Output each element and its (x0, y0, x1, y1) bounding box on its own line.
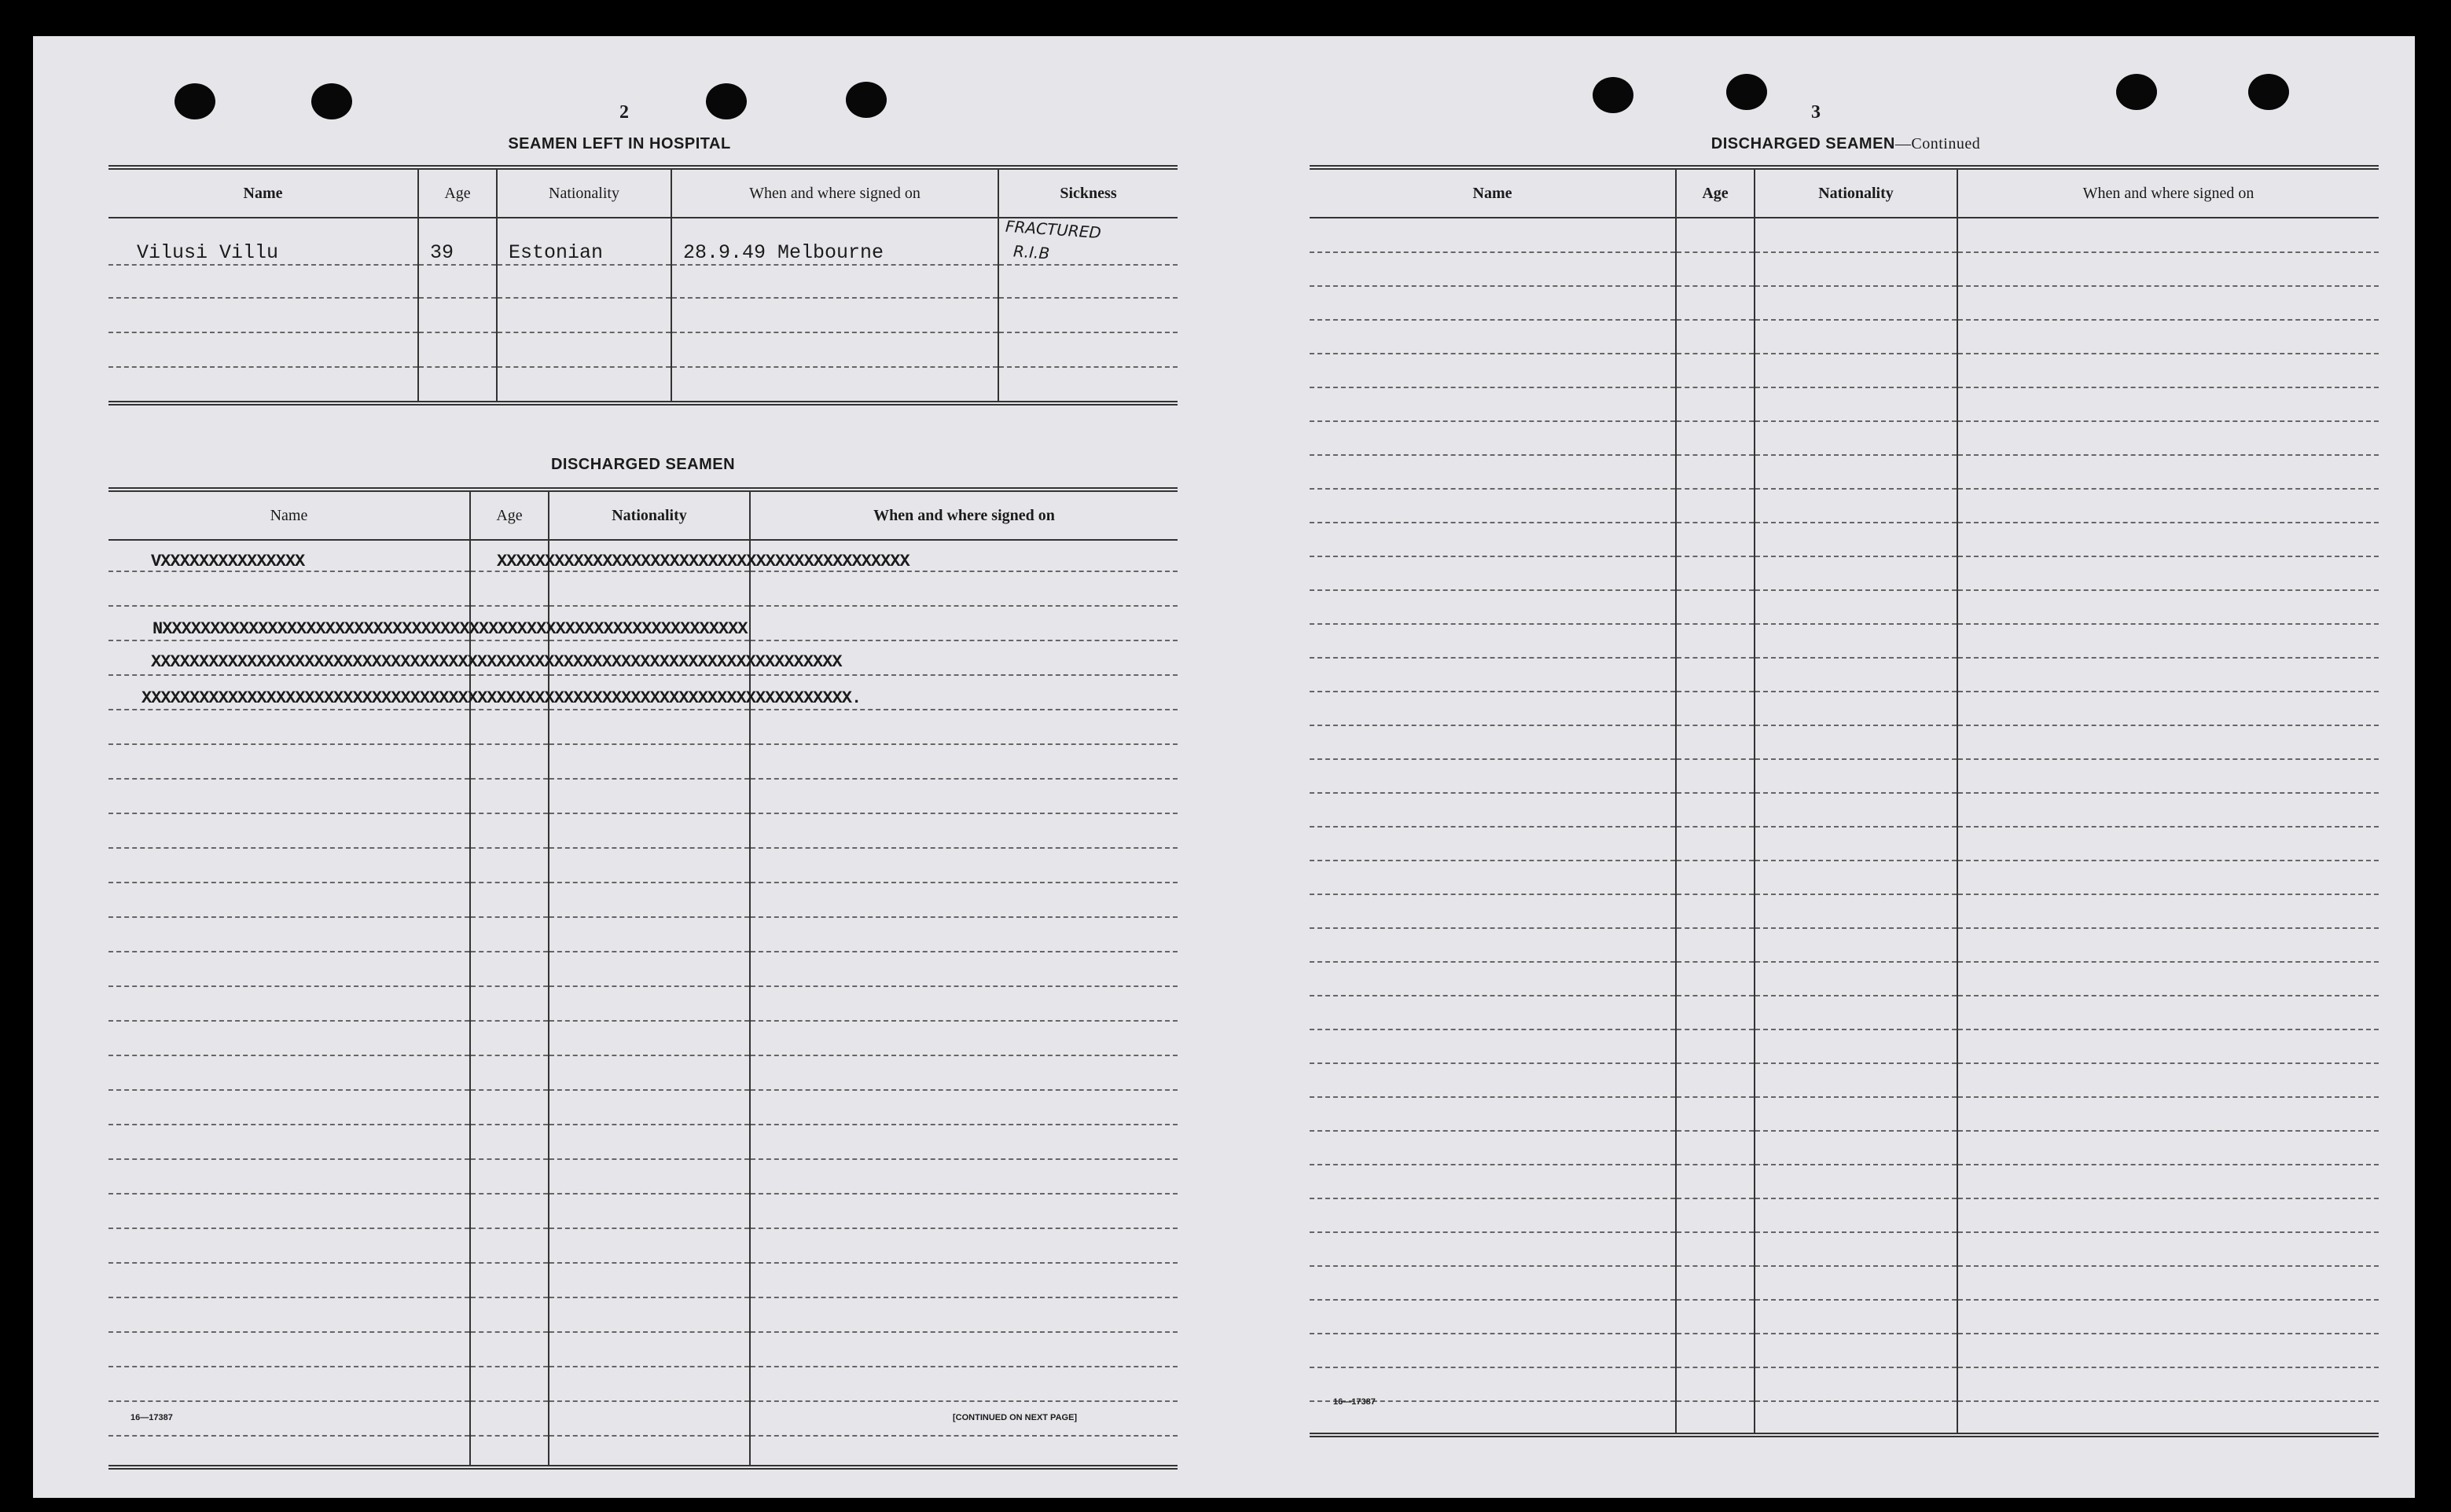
table-row (108, 744, 1178, 779)
table-row (1310, 1401, 2379, 1435)
table-row (108, 1367, 1178, 1401)
table-row (1310, 1029, 2379, 1063)
page-number-left: 2 (619, 102, 629, 123)
table-row (1310, 489, 2379, 523)
punch-hole-icon (1726, 74, 1767, 110)
table-row (108, 952, 1178, 986)
column-header-nationality: Nationality (1755, 167, 1957, 218)
column-header-sickness: Sickness (998, 167, 1178, 218)
discharged-table-right (1310, 165, 2379, 1437)
sickness-handwritten-line-2: R.I.B (1012, 241, 1051, 263)
table-row (1310, 962, 2379, 996)
seaman-signed-on: 28.9.49 Melbourne (671, 218, 998, 265)
column-header-signed-on: When and where signed on (1957, 167, 2379, 218)
punch-hole-icon (706, 83, 747, 119)
table-row (1310, 861, 2379, 894)
table-row (108, 1297, 1178, 1332)
table-row (108, 1194, 1178, 1228)
seaman-name: Vilusi Villu (108, 218, 418, 265)
table-row (1310, 1097, 2379, 1131)
table-row (1310, 692, 2379, 725)
table-row (1310, 658, 2379, 692)
table-row (108, 218, 1178, 265)
punch-hole-icon (175, 83, 215, 119)
struck-entry-details: XXXXXXXXXXXXXXXXXXXXXXXXXXXXXXXXXXXXXXXXXXX (497, 552, 909, 571)
table-row (1310, 218, 2379, 252)
table-row (108, 986, 1178, 1021)
column-header-name: Name (108, 167, 418, 218)
sickness-handwritten-line-1: FRACTURED (1005, 216, 1102, 243)
struck-entry-name: VXXXXXXXXXXXXXXX (151, 552, 305, 571)
table-row (108, 813, 1178, 848)
table-row (108, 883, 1178, 917)
column-header-signed-on: When and where signed on (671, 167, 998, 218)
table-row (1310, 286, 2379, 320)
document-sheet (33, 36, 2415, 1498)
seaman-nationality: Estonian (497, 218, 671, 265)
discharged-section-title: DISCHARGED SEAMEN (550, 456, 736, 473)
table-row (1310, 1300, 2379, 1334)
table-row (1310, 1198, 2379, 1232)
column-header-signed-on: When and where signed on (750, 490, 1178, 540)
table-row (1310, 827, 2379, 861)
table-row (108, 779, 1178, 813)
table-row (108, 917, 1178, 952)
seaman-age: 39 (418, 218, 497, 265)
table-row (1310, 759, 2379, 793)
seaman-sickness (998, 218, 1178, 265)
form-number-left: 16—17387 (130, 1413, 173, 1422)
discharged-continued-title (1311, 135, 2380, 153)
column-header-age: Age (1676, 167, 1755, 218)
table-row (1310, 252, 2379, 286)
table-row (108, 571, 1178, 606)
table-row (1310, 928, 2379, 962)
punch-hole-icon (311, 83, 352, 119)
table-row (1310, 1266, 2379, 1300)
table-row (1310, 590, 2379, 624)
table-row (1310, 1232, 2379, 1266)
struck-entry: XXXXXXXXXXXXXXXXXXXXXXXXXXXXXXXXXXXXXXXXXXXXXXXXXXXXXXXXXXXXXXXXXXXXXXXX (151, 652, 842, 672)
table-row (1310, 1165, 2379, 1198)
column-header-age: Age (470, 490, 549, 540)
discharged-title-continued: —Continued (1894, 135, 1981, 152)
table-row (1310, 556, 2379, 590)
table-row (1310, 624, 2379, 658)
table-row (1310, 354, 2379, 387)
table-row (108, 710, 1178, 744)
table-row (1310, 1367, 2379, 1401)
table-row (108, 848, 1178, 883)
hospital-section-title: SEAMEN LEFT IN HOSPITAL (508, 135, 731, 152)
table-row (108, 1263, 1178, 1297)
table-row (1310, 793, 2379, 827)
form-number-right: 16—17387 (1333, 1397, 1376, 1407)
column-header-nationality: Nationality (549, 490, 750, 540)
punch-hole-icon (2248, 74, 2289, 110)
hospital-table (108, 165, 1178, 406)
table-header-row (108, 490, 1178, 540)
table-row (1310, 455, 2379, 489)
table-row (1310, 1131, 2379, 1165)
table-row (1310, 523, 2379, 556)
column-header-name: Name (108, 490, 470, 540)
table-row (1310, 387, 2379, 421)
column-header-age: Age (418, 167, 497, 218)
table-row (108, 1436, 1178, 1467)
table-row (108, 1332, 1178, 1367)
table-row (108, 265, 1178, 298)
table-row (108, 1021, 1178, 1055)
table-row (108, 1055, 1178, 1090)
table-row (1310, 996, 2379, 1029)
column-header-nationality: Nationality (497, 167, 671, 218)
table-row (108, 1228, 1178, 1263)
page-number-right: 3 (1811, 102, 1821, 123)
table-row (1310, 1063, 2379, 1097)
table-row (108, 1090, 1178, 1125)
table-row (108, 1159, 1178, 1194)
table-row (1310, 421, 2379, 455)
column-header-name: Name (1310, 167, 1676, 218)
continued-note: [CONTINUED ON NEXT PAGE] (953, 1413, 1078, 1422)
table-row (108, 332, 1178, 367)
table-row (1310, 320, 2379, 354)
punch-hole-icon (1593, 77, 1633, 113)
table-row (108, 367, 1178, 403)
struck-entry: XXXXXXXXXXXXXXXXXXXXXXXXXXXXXXXXXXXXXXXXXXXXXXXXXXXXXXXXXXXXXXXXXXXXXXXXXX. (141, 688, 862, 708)
discharged-title-main: DISCHARGED SEAMEN (1711, 135, 1895, 152)
struck-entry: NXXXXXXXXXXXXXXXXXXXXXXXXXXXXXXXXXXXXXXXXXXXXXXXXXXXXXXXXXXXXX (152, 619, 748, 639)
table-header-row (1310, 167, 2379, 218)
table-row (1310, 894, 2379, 928)
table-row (1310, 1334, 2379, 1367)
punch-hole-icon (2116, 74, 2157, 110)
table-row (108, 1125, 1178, 1159)
table-header-row (108, 167, 1178, 218)
table-row (108, 298, 1178, 332)
table-row (1310, 725, 2379, 759)
punch-hole-icon (846, 82, 887, 118)
